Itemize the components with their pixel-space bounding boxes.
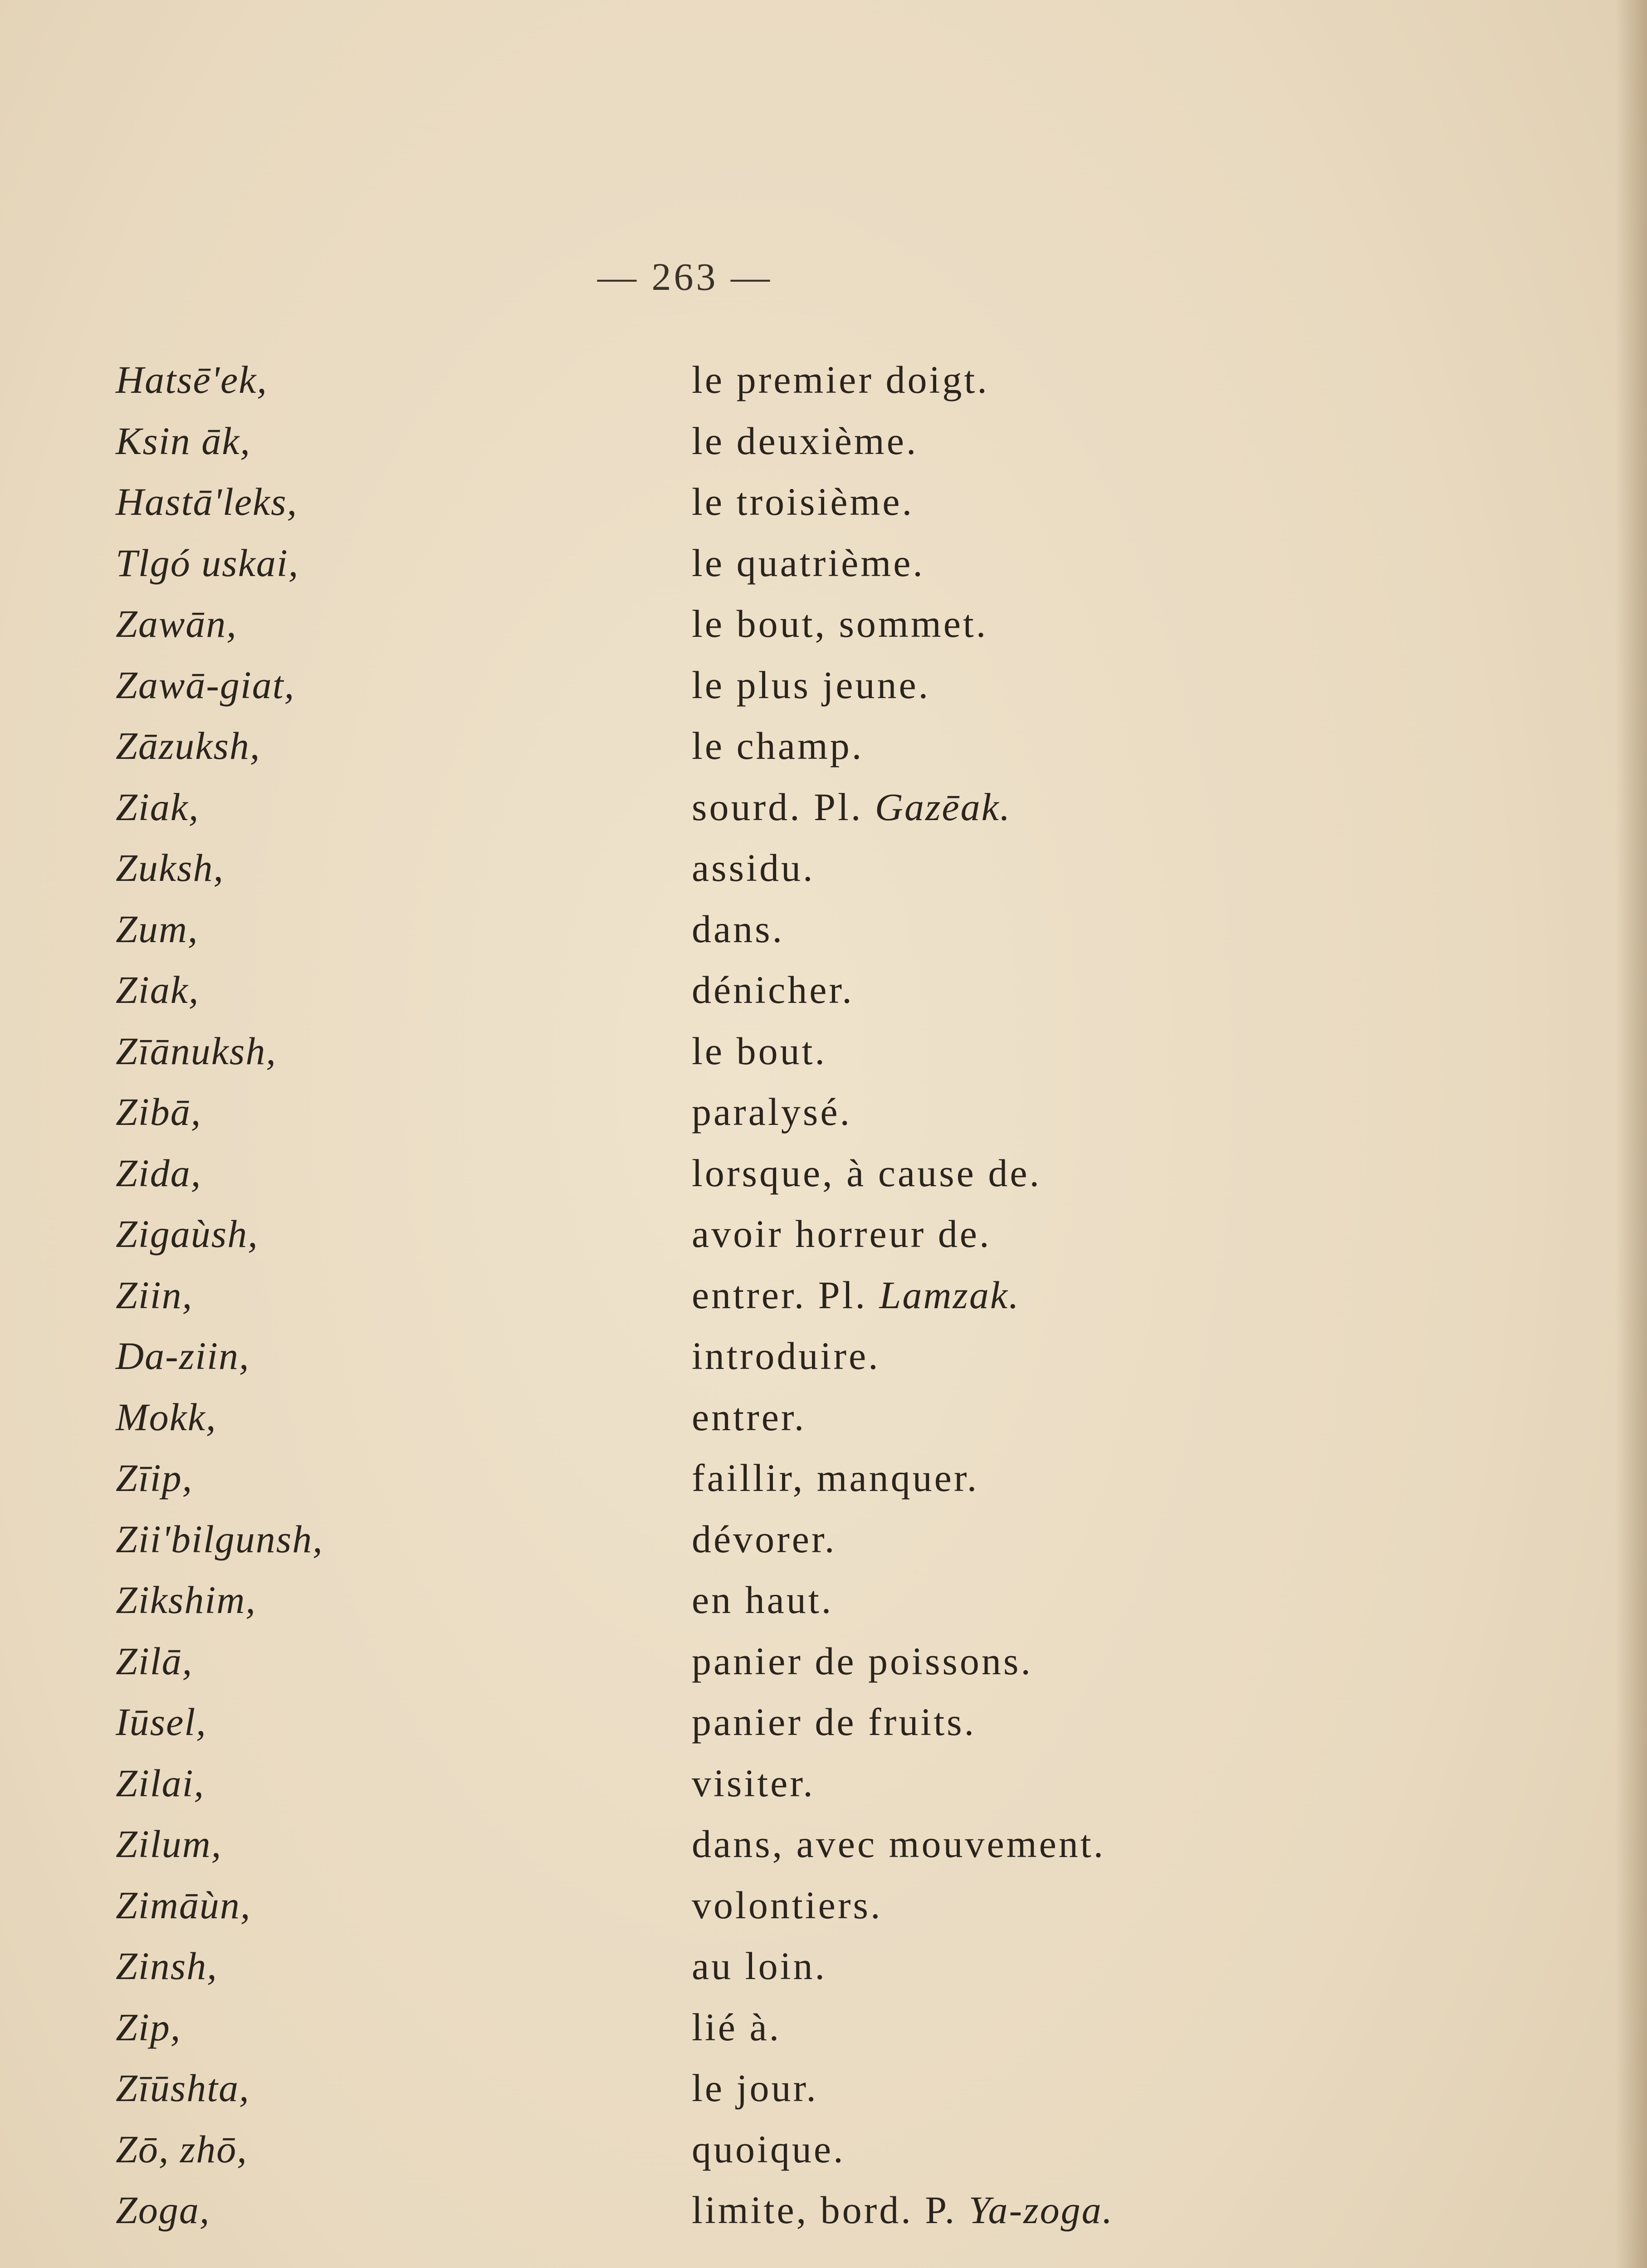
- entry-term: Zawā-giat,: [116, 663, 295, 707]
- entry-gloss: [692, 1325, 880, 1387]
- entry-term: Ziak,: [116, 968, 200, 1012]
- entry-gloss-text: volontiers.: [692, 1883, 883, 1927]
- entry-gloss-text: lié à.: [692, 2005, 782, 2049]
- entry-gloss-italic: Lamzak.: [879, 1273, 1020, 1317]
- entry-gloss: [692, 2119, 845, 2180]
- entry-gloss: [692, 1997, 781, 2058]
- entry-gloss: [692, 1387, 806, 1448]
- glossary-entry: [116, 1936, 1250, 1997]
- glossary-entry: [116, 533, 1250, 594]
- entry-term: Zigaùsh,: [116, 1212, 259, 1256]
- glossary-list: [116, 349, 1250, 2241]
- entry-gloss-text: dénicher.: [692, 968, 854, 1012]
- entry-term: Hatsē'ek,: [116, 358, 268, 401]
- entry-gloss: [692, 899, 784, 960]
- entry-gloss: [692, 1753, 815, 1814]
- glossary-entry: [116, 1997, 1250, 2058]
- glossary-entry: [116, 959, 1250, 1021]
- entry-gloss-text: sourd. Pl.: [692, 785, 863, 829]
- entry-gloss: [692, 1509, 836, 1570]
- glossary-entry: [116, 471, 1250, 533]
- entry-term: Zibā,: [116, 1090, 202, 1134]
- glossary-entry: [116, 1569, 1250, 1631]
- entry-gloss-text: entrer. Pl.: [692, 1273, 867, 1317]
- entry-term: Hastā'leks,: [116, 480, 298, 523]
- entry-gloss-text: dévorer.: [692, 1517, 837, 1561]
- glossary-entry: [116, 1325, 1250, 1387]
- entry-gloss: [692, 655, 930, 716]
- entry-gloss-text: panier de fruits.: [692, 1700, 977, 1744]
- glossary-entry: [116, 1143, 1250, 1204]
- glossary-entry: [116, 1387, 1250, 1448]
- entry-gloss-text: le troisième.: [692, 480, 914, 523]
- glossary-entry: [116, 1813, 1250, 1875]
- page-number: — 263 —: [597, 255, 772, 298]
- entry-term: Zilai,: [116, 1761, 205, 1805]
- glossary-entry: [116, 2119, 1250, 2180]
- page-edge-shadow: [1615, 0, 1647, 2268]
- entry-term: Ziin,: [116, 1273, 193, 1317]
- entry-gloss: [692, 2058, 818, 2119]
- entry-gloss: [692, 1691, 976, 1753]
- entry-gloss: [692, 837, 815, 899]
- entry-term: Mokk,: [116, 1395, 217, 1439]
- glossary-entry: [116, 899, 1250, 960]
- glossary-entry: [116, 2058, 1250, 2119]
- entry-term: Zawān,: [116, 602, 237, 645]
- glossary-entry: [116, 1753, 1250, 1814]
- entry-gloss-text: lorsque, à cause de.: [692, 1151, 1041, 1195]
- glossary-entry: [116, 1631, 1250, 1692]
- glossary-entry: [116, 2180, 1250, 2241]
- entry-gloss: [692, 1631, 1033, 1692]
- entry-gloss: [692, 2180, 1114, 2241]
- entry-gloss: [692, 1021, 827, 1082]
- entry-gloss-text: le champ.: [692, 724, 864, 767]
- entry-gloss-italic: Ya-zoga.: [968, 2188, 1114, 2232]
- entry-gloss: [692, 349, 989, 411]
- entry-gloss-text: le bout, sommet.: [692, 602, 988, 645]
- entry-term: Ziak,: [116, 785, 200, 829]
- entry-gloss-text: quoique.: [692, 2127, 845, 2171]
- glossary-entry: [116, 1691, 1250, 1753]
- glossary-entry: [116, 1447, 1250, 1509]
- glossary-entry: [116, 777, 1250, 838]
- entry-term: Zikshim,: [116, 1578, 256, 1622]
- entry-term: Zīip,: [116, 1456, 193, 1500]
- glossary-entry: [116, 1021, 1250, 1082]
- entry-gloss: [692, 1081, 852, 1143]
- entry-gloss-italic: Gazēak.: [875, 785, 1012, 829]
- glossary-entry: [116, 411, 1250, 472]
- glossary-entry: [116, 593, 1250, 655]
- entry-gloss-text: le deuxième.: [692, 419, 919, 463]
- entry-gloss: [692, 1203, 991, 1265]
- entry-gloss-text: entrer.: [692, 1395, 806, 1439]
- entry-gloss: [692, 715, 864, 777]
- entry-term: Zilum,: [116, 1822, 222, 1866]
- entry-gloss: [692, 411, 918, 472]
- entry-gloss: [692, 1447, 979, 1509]
- entry-term: Zīānuksh,: [116, 1029, 277, 1073]
- entry-gloss: [692, 1875, 882, 1936]
- entry-gloss-text: paralysé.: [692, 1090, 852, 1134]
- entry-gloss-text: le jour.: [692, 2066, 818, 2110]
- glossary-entry: [116, 1875, 1250, 1936]
- entry-gloss-text: limite, bord. P.: [692, 2188, 957, 2232]
- glossary-entry: [116, 837, 1250, 899]
- entry-gloss-text: au loin.: [692, 1944, 827, 1988]
- entry-gloss: [692, 1569, 833, 1631]
- entry-term: Zii'bilgunsh,: [116, 1517, 323, 1561]
- entry-gloss: [692, 777, 1011, 838]
- entry-gloss-text: introduire.: [692, 1334, 880, 1378]
- glossary-entry: [116, 349, 1250, 411]
- entry-term: Zimāùn,: [116, 1883, 251, 1927]
- entry-term: Da-ziin,: [116, 1334, 250, 1378]
- entry-term: Tlgó uskai,: [116, 541, 299, 585]
- entry-gloss-text: dans, avec mouvement.: [692, 1822, 1106, 1866]
- entry-gloss-text: en haut.: [692, 1578, 834, 1622]
- entry-term: Zāzuksh,: [116, 724, 261, 767]
- entry-gloss: [692, 959, 854, 1021]
- entry-gloss-text: le plus jeune.: [692, 663, 931, 707]
- entry-gloss: [692, 1813, 1105, 1875]
- glossary-entry: [116, 1265, 1250, 1326]
- entry-gloss-text: dans.: [692, 907, 785, 951]
- entry-gloss-text: le bout.: [692, 1029, 827, 1073]
- entry-gloss-text: faillir, manquer.: [692, 1456, 979, 1500]
- glossary-entry: [116, 715, 1250, 777]
- glossary-entry: [116, 1509, 1250, 1570]
- entry-term: Zinsh,: [116, 1944, 218, 1988]
- entry-term: Zoga,: [116, 2188, 210, 2232]
- entry-gloss: [692, 1936, 827, 1997]
- entry-gloss: [692, 1143, 1041, 1204]
- entry-gloss: [692, 471, 914, 533]
- entry-gloss-text: avoir horreur de.: [692, 1212, 992, 1256]
- entry-term: Zilā,: [116, 1639, 193, 1683]
- glossary-entry: [116, 655, 1250, 716]
- entry-term: Zip,: [116, 2005, 181, 2049]
- entry-term: Zuksh,: [116, 846, 224, 890]
- entry-gloss-text: visiter.: [692, 1761, 815, 1805]
- entry-gloss: [692, 1265, 1020, 1326]
- entry-term: Ksin āk,: [116, 419, 251, 463]
- entry-term: Zō, zhō,: [116, 2127, 248, 2171]
- entry-gloss: [692, 533, 925, 594]
- entry-gloss: [692, 593, 988, 655]
- entry-gloss-text: panier de poissons.: [692, 1639, 1033, 1683]
- entry-gloss-text: le premier doigt.: [692, 358, 989, 401]
- entry-term: Zum,: [116, 907, 199, 951]
- glossary-entry: [116, 1081, 1250, 1143]
- entry-term: Zida,: [116, 1151, 202, 1195]
- entry-gloss-text: assidu.: [692, 846, 815, 890]
- glossary-entry: [116, 1203, 1250, 1265]
- entry-term: Zīūshta,: [116, 2066, 250, 2110]
- entry-gloss-text: le quatrième.: [692, 541, 925, 585]
- entry-term: Iūsel,: [116, 1700, 207, 1744]
